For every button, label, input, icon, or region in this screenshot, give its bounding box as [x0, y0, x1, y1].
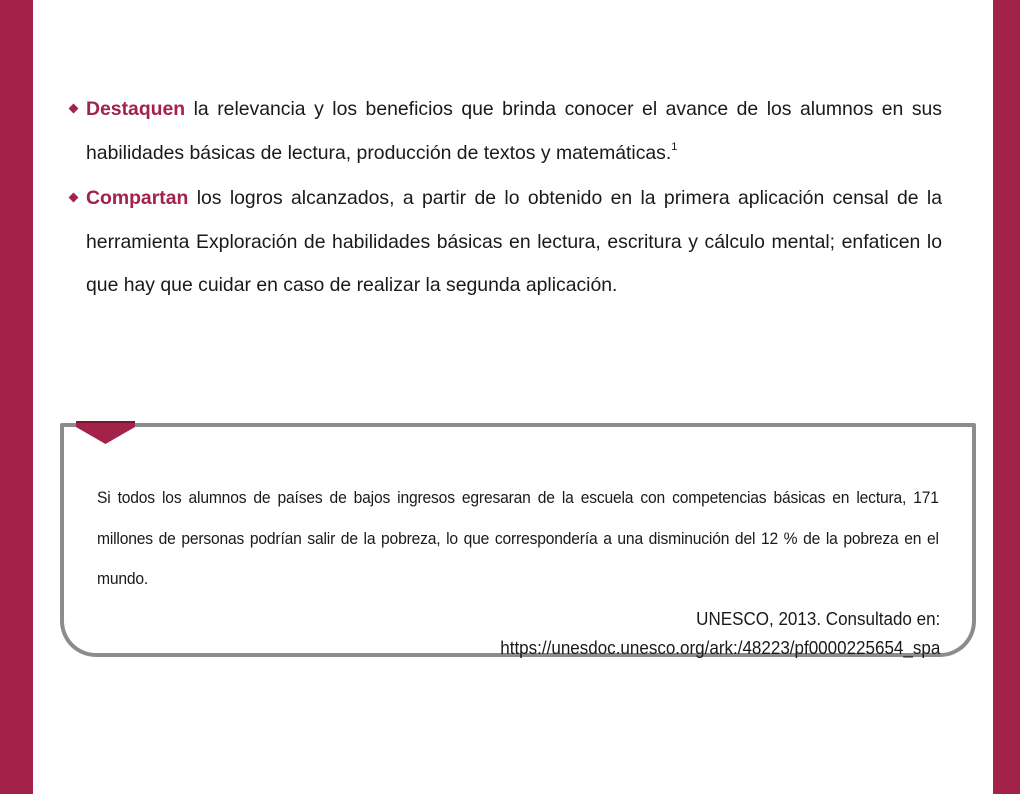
bullet-item-compartan: [64, 177, 942, 308]
bullet-keyword: Compartan: [86, 187, 189, 210]
quote-tab-icon: [76, 421, 135, 444]
bullet-text: los logros alcanzados, a partir de lo obtenido en la primera aplicación censal de la herramienta Exploración de habilidades básicas en lectura, escritura y cálculo mental; enfaticen lo que hay que cuidar en caso de realizar la segunda aplicación.: [86, 187, 942, 297]
bullet-keyword: Destaquen: [86, 98, 186, 120]
source-url: https://unesdoc.unesco.org/ark:/48223/pf0000225654_spa: [499, 637, 940, 658]
diamond-bullet-icon: [69, 104, 79, 114]
left-accent-bar: [0, 0, 33, 794]
footnote-marker: 1: [671, 140, 678, 153]
quote-source: [500, 604, 940, 662]
bullet-item-destaquen: [64, 88, 942, 175]
bullet-text: la relevancia y los beneficios que brinda conocer el avance de los alumnos en sus habilidades básicas de lectura, producción de textos y matemáticas.: [86, 98, 942, 164]
diamond-bullet-icon: [69, 193, 79, 203]
quote-text: Si todos los alumnos de países de bajos ingresos egresaran de la escuela con competencias básicas en lectura, 171 millones de personas podrían salir de la pobreza, lo que correspondería a una disminución del 12 % de la pobreza en el mundo.: [97, 488, 939, 588]
bullet-list: [64, 88, 942, 310]
right-accent-bar: [993, 0, 1020, 794]
source-citation: UNESCO, 2013. Consultado en:: [695, 608, 940, 629]
